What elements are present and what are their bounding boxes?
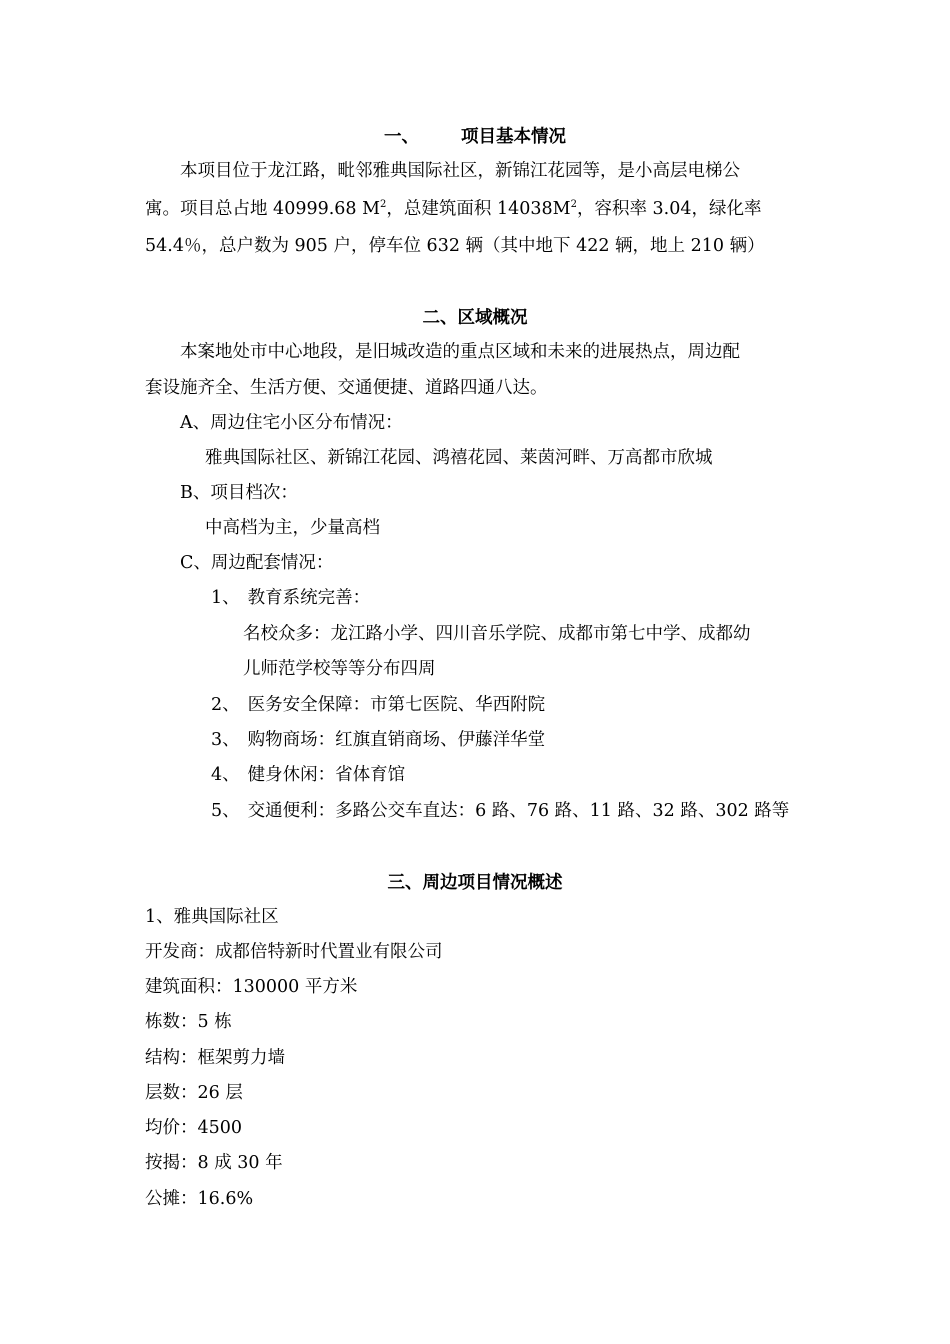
detail-shared-area: 公摊：16.6%	[145, 1189, 254, 1209]
item-number: 5、	[211, 801, 240, 821]
section-1-heading	[0, 126, 950, 148]
section-1-paragraph-line-2	[145, 198, 761, 220]
detail-floor-area: 建筑面积：130000 平方米	[145, 977, 358, 997]
item-number: 3、	[211, 730, 240, 750]
grade-content: 中高档为主，少量高档	[205, 518, 380, 538]
superscript: 2	[380, 199, 387, 210]
education-line-2: 儿师范学校等等分布四周	[243, 659, 436, 679]
item-text: 健身休闲：省体育馆	[247, 765, 406, 785]
item-number: 2、	[211, 695, 240, 715]
superscript: 2	[570, 199, 577, 210]
residential-label: A、周边住宅小区分布情况：	[180, 413, 403, 433]
floor-area-text: ，总建筑面积 14038M	[386, 199, 571, 219]
detail-buildings: 栋数：5 栋	[145, 1012, 232, 1032]
item-text: 交通便利：多路公交车直达：6 路、76 路、11 路、32 路、302 路等	[247, 801, 790, 821]
section-1-paragraph-line-3: 54.4％，总户数为 905 户，停车位 632 辆（其中地下 422 辆，地上 210 辆）	[145, 236, 765, 256]
facility-item	[211, 587, 370, 609]
education-line-1: 名校众多：龙江路小学、四川音乐学院、成都市第七中学、成都幼	[243, 624, 751, 644]
item-text: 教育系统完善：	[247, 588, 371, 608]
item-number: 1、	[211, 588, 240, 608]
facility-item	[211, 800, 789, 822]
item-text: 购物商场：红旗直销商场、伊藤洋华堂	[247, 730, 546, 750]
project-name: 1、雅典国际社区	[145, 907, 279, 927]
grade-label: B、项目档次：	[180, 483, 298, 503]
item-text: 医务安全保障：市第七医院、华西附院	[247, 695, 546, 715]
facility-item	[211, 729, 545, 751]
residential-content: 雅典国际社区、新锦江花园、鸿禧花园、莱茵河畔、万高都市欣城	[205, 448, 713, 468]
item-number: 4、	[211, 765, 240, 785]
section-2-paragraph-line-2: 套设施齐全、生活方便、交通便捷、道路四通八达。	[145, 378, 548, 398]
detail-structure: 结构：框架剪力墙	[145, 1048, 285, 1068]
detail-developer: 开发商：成都倍特新时代置业有限公司	[145, 942, 443, 962]
facility-item	[211, 764, 405, 786]
section-2-paragraph-line-1: 本案地处市中心地段，是旧城改造的重点区域和未来的进展热点，周边配	[180, 342, 740, 362]
section-1-paragraph-line-1: 本项目位于龙江路，毗邻雅典国际社区，新锦江花园等，是小高层电梯公	[180, 161, 740, 181]
section-1-title: 项目基本情况	[461, 127, 566, 147]
detail-mortgage: 按揭：8 成 30 年	[145, 1153, 283, 1173]
detail-avg-price: 均价：4500	[145, 1118, 243, 1138]
section-2-heading: 二、区域概况	[422, 308, 528, 328]
detail-floors: 层数：26 层	[145, 1083, 243, 1103]
plot-ratio-text: ，容积率 3.04，绿化率	[576, 199, 762, 219]
site-area-text: 寓。项目总占地 40999.68 M	[145, 199, 381, 219]
section-3-heading: 三、周边项目情况概述	[387, 873, 563, 893]
facilities-label: C、周边配套情况：	[180, 553, 334, 573]
facility-item	[211, 694, 545, 716]
section-1-number: 一、	[384, 127, 419, 147]
